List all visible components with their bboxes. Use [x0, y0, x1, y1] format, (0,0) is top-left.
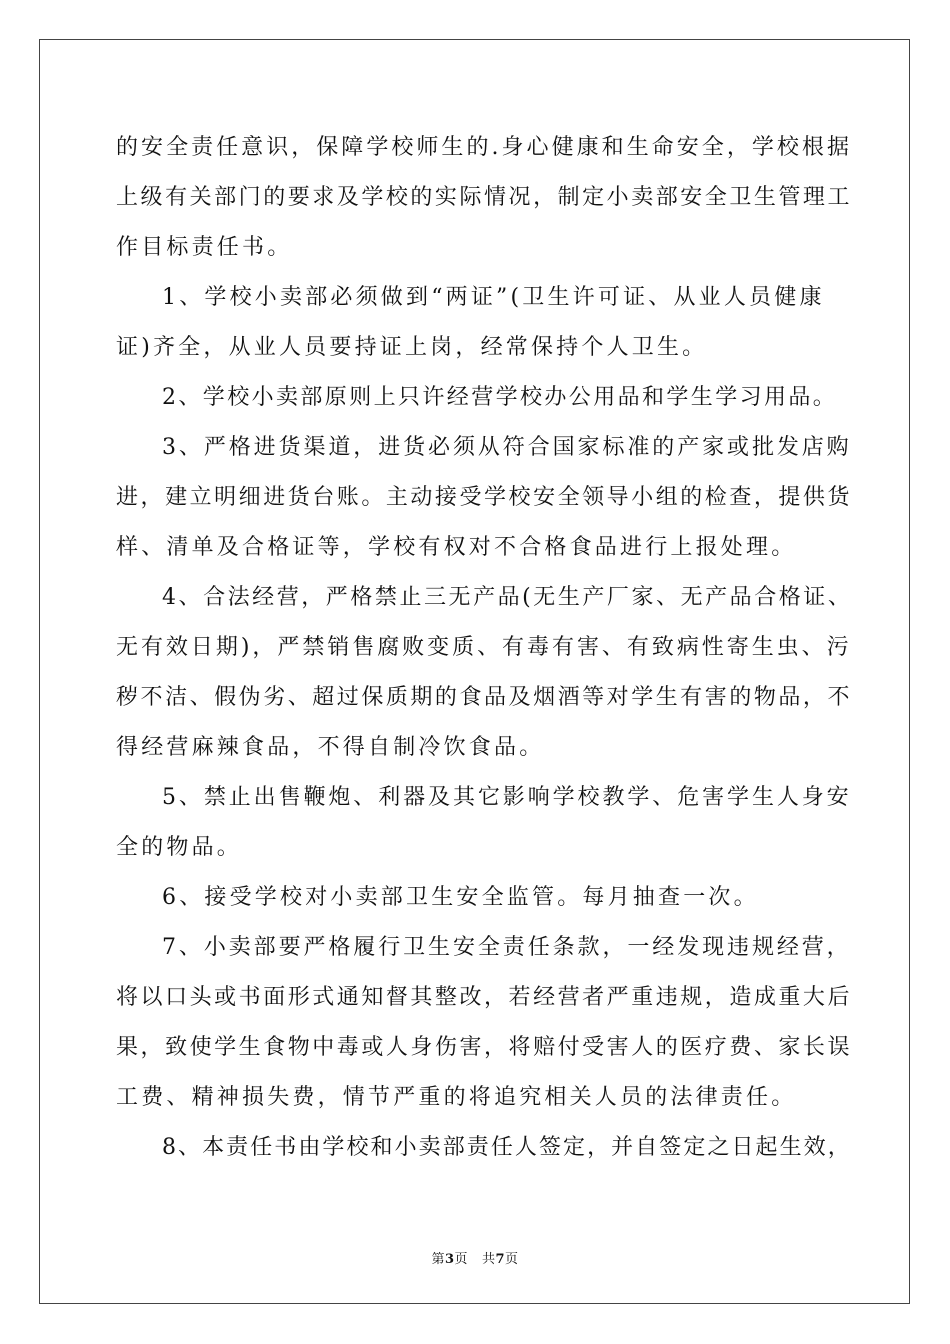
page-suffix: 页 — [454, 1252, 469, 1267]
clause-7-line-2: 将以口头或书面形式通知督其整改，若经营者严重违规，造成重大后 — [116, 985, 853, 1010]
clause-4-line-3: 秽不洁、假伪劣、超过保质期的食品及烟酒等对学生有害的物品，不 — [116, 685, 853, 710]
clause-2-line-1: 2、学校小卖部原则上只许经营学校办公用品和学生学习用品。 — [162, 385, 838, 410]
clause-4-line-4: 得经营麻辣食品，不得自制冷饮食品。 — [116, 735, 545, 760]
page-number: 3 — [444, 1252, 455, 1267]
clause-5-line-1: 5、禁止出售鞭炮、利器及其它影响学校教学、危害学生人身安 — [162, 785, 852, 810]
page-border — [39, 39, 910, 1304]
text-line-3: 作目标责任书。 — [116, 235, 293, 260]
total-pages: 7 — [495, 1252, 506, 1267]
page-prefix: 第 — [431, 1252, 445, 1267]
text-line-2: 上级有关部门的要求及学校的实际情况，制定小卖部安全卫生管理工 — [116, 185, 853, 210]
clause-3-line-3: 样、清单及合格证等，学校有权对不合格食品进行上报处理。 — [116, 535, 797, 560]
clause-7-line-3: 果，致使学生食物中毒或人身伤害，将赔付受害人的医疗费、家长误 — [116, 1035, 853, 1060]
clause-7-line-4: 工费、精神损失费，情节严重的将追究相关人员的法律责任。 — [116, 1085, 797, 1110]
clause-4-line-1: 4、合法经营，严格禁止三无产品(无生产厂家、无产品合格证、 — [162, 585, 853, 610]
total-prefix: 共 — [481, 1252, 496, 1267]
clause-6-line-1: 6、接受学校对小卖部卫生安全监管。每月抽查一次。 — [162, 885, 759, 910]
total-suffix: 页 — [505, 1252, 519, 1267]
clause-1-line-2: 证)齐全，从业人员要持证上岗，经常保持个人卫生。 — [116, 335, 708, 360]
clause-5-line-2: 全的物品。 — [116, 835, 243, 860]
clause-8-line-1: 8、本责任书由学校和小卖部责任人签定，并自签定之日起生效， — [162, 1135, 852, 1160]
clause-7-line-1: 7、小卖部要严格履行卫生安全责任条款，一经发现违规经营， — [162, 935, 852, 960]
clause-3-line-2: 进，建立明细进货台账。主动接受学校安全领导小组的检查，提供货 — [116, 485, 853, 510]
text-line-1: 的安全责任意识，保障学校师生的.身心健康和生命安全，学校根据 — [116, 135, 852, 160]
clause-3-line-1: 3、严格进货渠道，进货必须从符合国家标准的产家或批发店购 — [162, 435, 852, 460]
clause-1-line-1: 1、学校小卖部必须做到“两证”(卫生许可证、从业人员健康 — [162, 285, 825, 310]
clause-4-line-2: 无有效日期)，严禁销售腐败变质、有毒有害、有致病性寄生虫、污 — [116, 635, 852, 660]
page-footer — [0, 1248, 950, 1267]
